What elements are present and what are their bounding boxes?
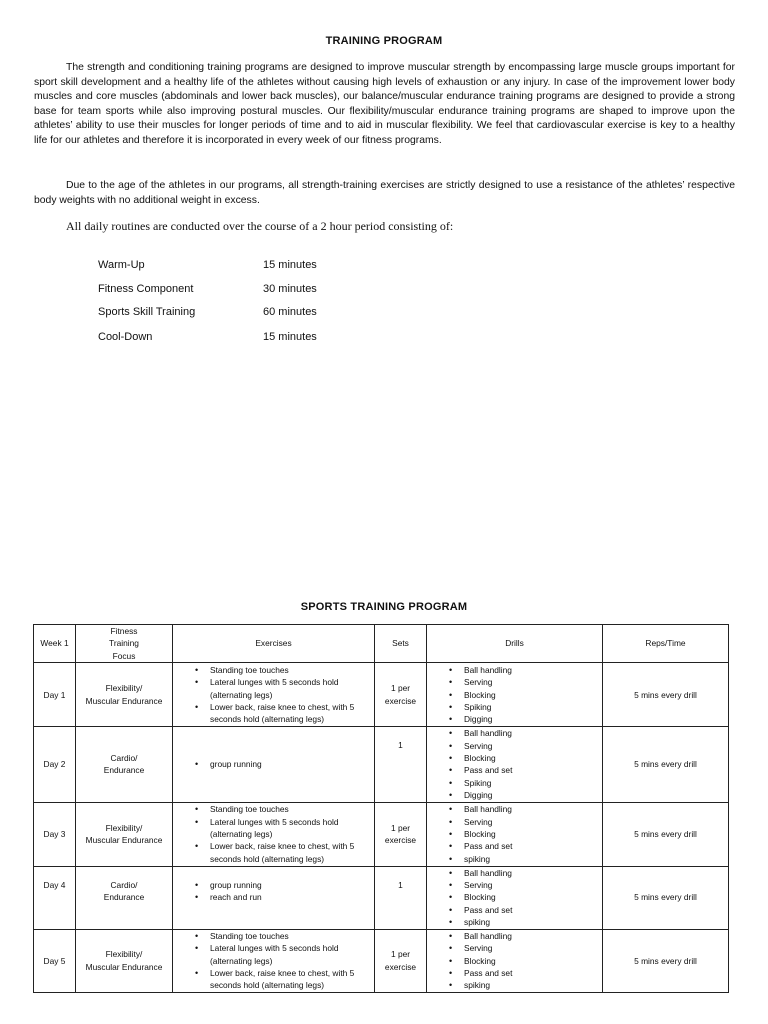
focus-line: Cardio/: [110, 879, 138, 890]
drill-item: • Digging: [431, 789, 598, 801]
focus-cell: [76, 727, 173, 802]
drill-item: • Serving: [431, 740, 598, 752]
exercises-cell: [173, 866, 375, 929]
exercise-item: • Lower back, raise knee to chest, with 5 seconds hold (alternating legs): [177, 840, 370, 865]
drill-item: • Ball handling: [431, 930, 598, 942]
drill-item: • Ball handling: [431, 727, 598, 739]
reps-cell: 5 mins every drill: [603, 802, 729, 866]
header-focus: [76, 625, 173, 663]
page-title: TRAINING PROGRAM: [325, 35, 443, 47]
drill-item: • spiking: [431, 979, 598, 991]
table-header-row: [34, 625, 729, 663]
focus-cell: [76, 866, 173, 929]
focus-line: Muscular Endurance: [85, 835, 163, 846]
drill-item: • Ball handling: [431, 803, 598, 815]
sets-line: 1: [398, 879, 403, 890]
exercise-item: • Standing toe touches: [177, 930, 370, 942]
drill-item: • Blocking: [431, 828, 598, 840]
drill-item: • Pass and set: [431, 764, 598, 776]
header-sets: Sets: [375, 625, 427, 663]
schedule-label: Warm-Up: [98, 259, 145, 271]
exercise-item: • Standing toe touches: [177, 803, 370, 815]
schedule-value: 60 minutes: [263, 306, 317, 318]
drills-cell: [427, 929, 603, 992]
day-cell: Day 3: [34, 802, 76, 866]
sets-line: exercise: [384, 961, 417, 972]
header-week: Week 1: [34, 625, 76, 663]
schedule-value: 15 minutes: [263, 259, 317, 271]
header-focus-line: Focus: [112, 650, 136, 661]
schedule-label: Cool-Down: [98, 331, 153, 343]
exercise-item: • Lateral lunges with 5 seconds hold (alternating legs): [177, 676, 370, 701]
exercise-item: • Lateral lunges with 5 seconds hold (alternating legs): [177, 816, 370, 841]
exercise-item: • Standing toe touches: [177, 664, 370, 676]
reps-cell: 5 mins every drill: [603, 663, 729, 727]
focus-line: Flexibility/: [105, 949, 143, 960]
sets-cell: [375, 727, 427, 802]
reps-cell: 5 mins every drill: [603, 929, 729, 992]
reps-cell: 5 mins every drill: [603, 727, 729, 802]
focus-line: Endurance: [103, 765, 145, 776]
sets-line: 1 per: [390, 822, 411, 833]
drills-cell: [427, 802, 603, 866]
exercise-item: • Lateral lunges with 5 seconds hold (alternating legs): [177, 942, 370, 967]
header-reps: Reps/Time: [603, 625, 729, 663]
sets-line: 1 per: [390, 683, 411, 694]
sets-line: exercise: [384, 835, 417, 846]
drills-cell: [427, 663, 603, 727]
focus-line: Muscular Endurance: [85, 961, 163, 972]
schedule-value: 15 minutes: [263, 331, 317, 343]
sets-cell: [375, 802, 427, 866]
drill-item: • Pass and set: [431, 967, 598, 979]
table-row: [34, 802, 729, 866]
exercises-cell: [173, 727, 375, 802]
exercise-item: • group running: [177, 879, 370, 891]
reps-cell: 5 mins every drill: [603, 866, 729, 929]
focus-line: Flexibility/: [105, 822, 143, 833]
drill-item: • Spiking: [431, 701, 598, 713]
header-focus-line: Fitness: [110, 626, 138, 636]
exercises-cell: [173, 929, 375, 992]
day-cell: Day 5: [34, 929, 76, 992]
drill-item: • Blocking: [431, 891, 598, 903]
drill-item: • Spiking: [431, 777, 598, 789]
table-row: [34, 866, 729, 929]
day-cell: Day 4: [34, 866, 76, 929]
table-title: SPORTS TRAINING PROGRAM: [300, 601, 468, 613]
sets-line: exercise: [384, 695, 417, 706]
intro-paragraph: The strength and conditioning training programs are designed to improve muscular strength by encompassing large muscle groups important for sport skill development and a healthy life of the athletes without causing high levels of exhaustion or any injury. In case of the improvement lower body muscles and core muscles (abdominals and lower back muscles), our balance/muscular endurance training programs are designed to provide a strong base for team sports while also improving postural muscles. Our flexibility/muscular endurance training programs are shaped to improve upon the athletes’ ability to use their muscles for longer periods of time and to aid in muscular flexibility. We feel that cardiovascular exercise is key to a healthy life for our athletes and therefore it is incorporated in every week of our fitness programs.: [34, 62, 735, 146]
table-row: [34, 929, 729, 992]
drill-item: • spiking: [431, 916, 598, 928]
focus-line: Flexibility/: [105, 683, 143, 694]
day-cell: Day 2: [34, 727, 76, 802]
drill-item: • Ball handling: [431, 664, 598, 676]
drills-cell: [427, 727, 603, 802]
drill-item: • Serving: [431, 816, 598, 828]
schedule-label: Fitness Component: [98, 283, 194, 295]
drill-item: • spiking: [431, 853, 598, 865]
exercises-cell: [173, 663, 375, 727]
exercise-item: • group running: [177, 758, 370, 770]
training-table: [33, 624, 729, 993]
focus-cell: [76, 802, 173, 866]
focus-line: Endurance: [103, 892, 145, 903]
drill-item: • Serving: [431, 676, 598, 688]
header-drills: Drills: [427, 625, 603, 663]
sets-cell: [375, 866, 427, 929]
focus-line: Cardio/: [110, 753, 138, 764]
drill-item: • Blocking: [431, 955, 598, 967]
header-focus-line: Training: [109, 638, 139, 649]
day-cell: Day 1: [34, 663, 76, 727]
drill-item: • Pass and set: [431, 904, 598, 916]
drill-item: • Serving: [431, 942, 598, 954]
drills-cell: [427, 866, 603, 929]
exercises-cell: [173, 802, 375, 866]
drill-item: • Ball handling: [431, 867, 598, 879]
table-row: [34, 663, 729, 727]
drill-item: • Pass and set: [431, 840, 598, 852]
table-row: [34, 727, 729, 802]
sets-line: 1 per: [390, 949, 411, 960]
age-paragraph: Due to the age of the athletes in our programs, all strength-training exercises are strictly designed to use a resistance of the athletes’ respective body weights with no additional weight in excess.: [34, 180, 735, 206]
drill-item: • Blocking: [431, 689, 598, 701]
exercise-item: • Lower back, raise knee to chest, with 5 seconds hold (alternating legs): [177, 967, 370, 992]
exercise-item: • reach and run: [177, 891, 370, 903]
routine-intro: All daily routines are conducted over the course of a 2 hour period consisting of:: [66, 219, 454, 233]
header-exercises: Exercises: [173, 625, 375, 663]
focus-cell: [76, 663, 173, 727]
sets-line: 1: [398, 740, 403, 751]
sets-cell: [375, 929, 427, 992]
drill-item: • Serving: [431, 879, 598, 891]
focus-line: Muscular Endurance: [85, 695, 163, 706]
sets-cell: [375, 663, 427, 727]
drill-item: • Blocking: [431, 752, 598, 764]
exercise-item: • Lower back, raise knee to chest, with 5 seconds hold (alternating legs): [177, 701, 370, 726]
schedule-value: 30 minutes: [263, 283, 317, 295]
focus-cell: [76, 929, 173, 992]
schedule-label: Sports Skill Training: [98, 306, 196, 318]
drill-item: • Digging: [431, 713, 598, 725]
